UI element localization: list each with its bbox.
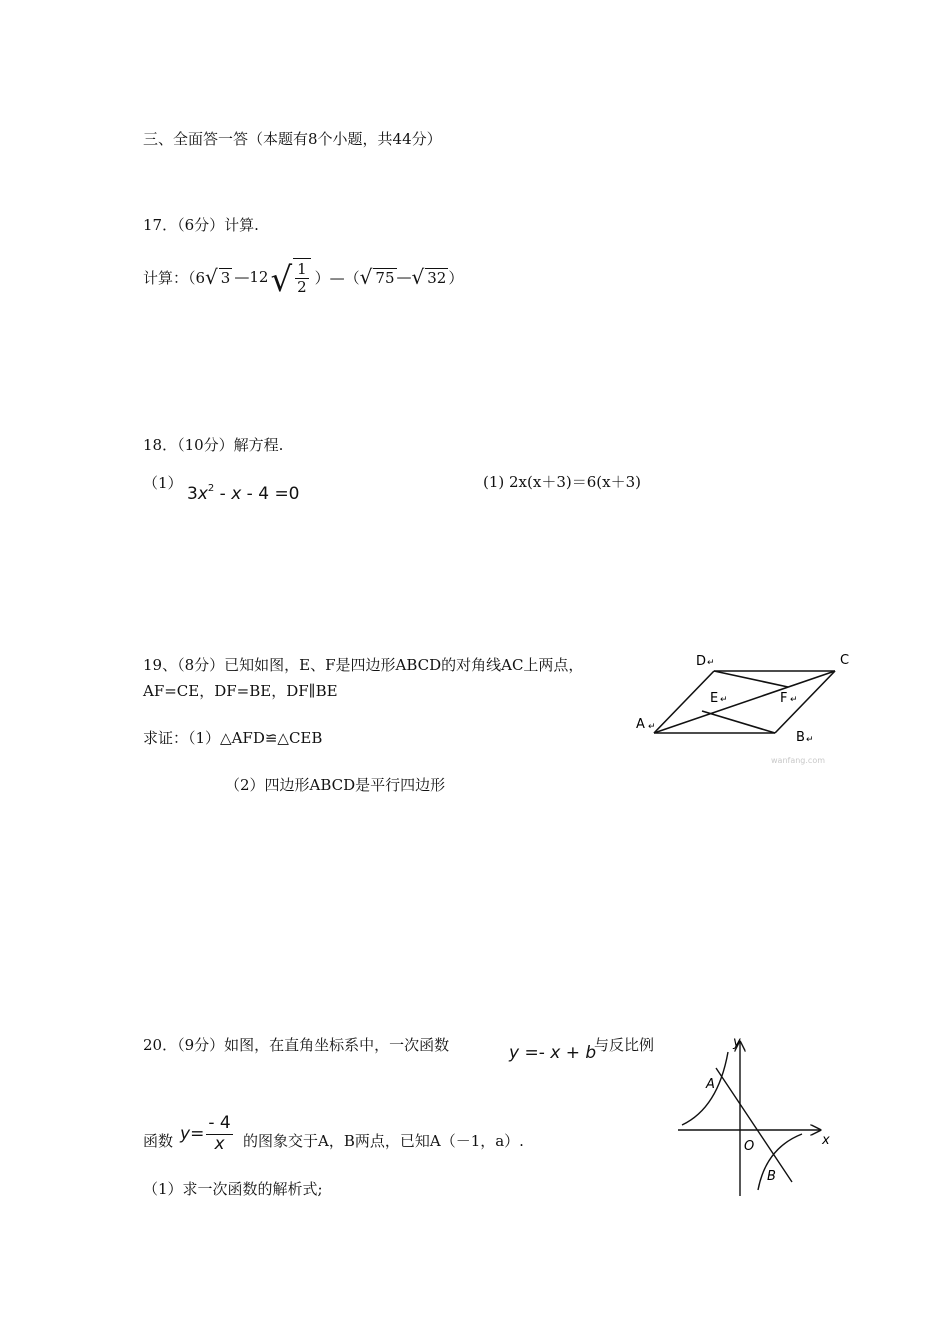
q19-proof1: 求证：（1）△AFD≌△CEB bbox=[143, 729, 323, 747]
q20-line1-pre: 20．（9分）如图，在直角坐标系中，一次函数 bbox=[143, 1036, 450, 1054]
label-origin: O bbox=[744, 1139, 755, 1154]
q19-proof2: （2）四边形ABCD是平行四边形 bbox=[225, 776, 446, 794]
q18-part1-label: （1） bbox=[143, 474, 183, 492]
q17-minus12: —12 bbox=[234, 268, 269, 287]
inv-eq: = bbox=[190, 1124, 205, 1145]
inv-y: y bbox=[180, 1124, 191, 1145]
q20-line2-post: 的图象交于A，B两点，已知A（－1，a）. bbox=[243, 1132, 524, 1150]
label-point-B: B bbox=[767, 1169, 776, 1184]
label-F: F bbox=[780, 691, 788, 706]
q20-inverse-function bbox=[180, 1114, 233, 1154]
q20-sub1: （1）求一次函数的解析式; bbox=[143, 1180, 323, 1198]
radicand-75: 75 bbox=[375, 269, 395, 288]
q20-linear-equation bbox=[509, 1043, 596, 1063]
parallelogram-lines bbox=[654, 671, 835, 733]
q20-line2-pre: 函数 bbox=[143, 1132, 174, 1150]
arrow-F: ↵ bbox=[790, 695, 798, 705]
q17-prefix: 计算：（6 bbox=[143, 268, 206, 287]
q17-minus: — bbox=[396, 268, 412, 287]
label-C: C bbox=[840, 653, 850, 668]
arrow-A: ↵ bbox=[648, 722, 656, 732]
eq1-exp: 2 bbox=[207, 483, 215, 494]
sqrt-75: √ 75 bbox=[359, 265, 395, 290]
eq1-var: x bbox=[197, 484, 208, 504]
frac-den: 2 bbox=[297, 278, 307, 297]
arrow-D: ↵ bbox=[707, 658, 715, 668]
q19-figure bbox=[630, 645, 860, 770]
label-E: E bbox=[710, 691, 719, 706]
label-x: x bbox=[822, 1133, 830, 1148]
q17-mid: ）—（ bbox=[314, 268, 360, 287]
hyperbola-branch-right bbox=[758, 1134, 802, 1190]
hyperbola-branch-left bbox=[682, 1052, 728, 1125]
watermark: wanfang.com bbox=[771, 756, 826, 765]
eq1-mid: - bbox=[214, 484, 232, 504]
lin-y: y bbox=[509, 1043, 520, 1063]
eq1-coef: 3 bbox=[187, 484, 198, 504]
fraction-half bbox=[295, 261, 309, 297]
frac-num: 1 bbox=[297, 260, 307, 278]
segment-BE bbox=[702, 711, 775, 733]
inv-num: - 4 bbox=[208, 1113, 231, 1133]
lin-plus: + bbox=[560, 1043, 586, 1063]
q17-header: 17．（6分）计算. bbox=[143, 216, 259, 234]
q17-close: ） bbox=[448, 268, 464, 287]
q18-equation1 bbox=[187, 483, 300, 504]
sqrt-3: √ 3 bbox=[205, 265, 231, 290]
radicand-3: 3 bbox=[220, 269, 231, 288]
sqrt-half: √ $\frac{1}{2}$ bbox=[270, 258, 310, 297]
q20-graph bbox=[670, 1030, 840, 1200]
q19-line2: AF=CE，DF=BE，DF∥BE bbox=[143, 682, 338, 700]
inv-fraction bbox=[206, 1114, 232, 1154]
q20-line1-post: 与反比例 bbox=[594, 1036, 655, 1054]
arrow-E: ↵ bbox=[720, 695, 728, 705]
label-D: D bbox=[696, 654, 707, 669]
inv-den: x bbox=[214, 1133, 225, 1154]
segment-DF bbox=[714, 671, 788, 687]
arrow-B: ↵ bbox=[806, 735, 814, 745]
lin-b: b bbox=[585, 1043, 597, 1063]
radicand-32: 32 bbox=[427, 269, 447, 288]
linear-function-line bbox=[716, 1068, 792, 1182]
q17-expression bbox=[143, 258, 464, 300]
lin-x: x bbox=[550, 1043, 561, 1063]
q19-line1: 19、（8分）已知如图，E、F是四边形ABCD的对角线AC上两点， bbox=[143, 656, 584, 674]
eq1-end: - 4 =0 bbox=[241, 484, 300, 504]
segment-AD bbox=[654, 671, 714, 733]
q18-part2: (1) 2x(x＋3)＝6(x＋3) bbox=[483, 473, 641, 491]
lin-eq: =- bbox=[519, 1043, 551, 1063]
section-title: 三、全面答一答（本题有8个小题，共44分） bbox=[143, 130, 442, 148]
label-B: B bbox=[796, 730, 805, 745]
sqrt-32: √ 32 bbox=[411, 265, 447, 290]
label-point-A: A bbox=[706, 1077, 715, 1092]
label-y: y bbox=[733, 1035, 741, 1050]
label-A: A bbox=[636, 717, 645, 732]
eq1-var2: x bbox=[231, 484, 242, 504]
q18-header: 18．（10分）解方程. bbox=[143, 436, 284, 454]
